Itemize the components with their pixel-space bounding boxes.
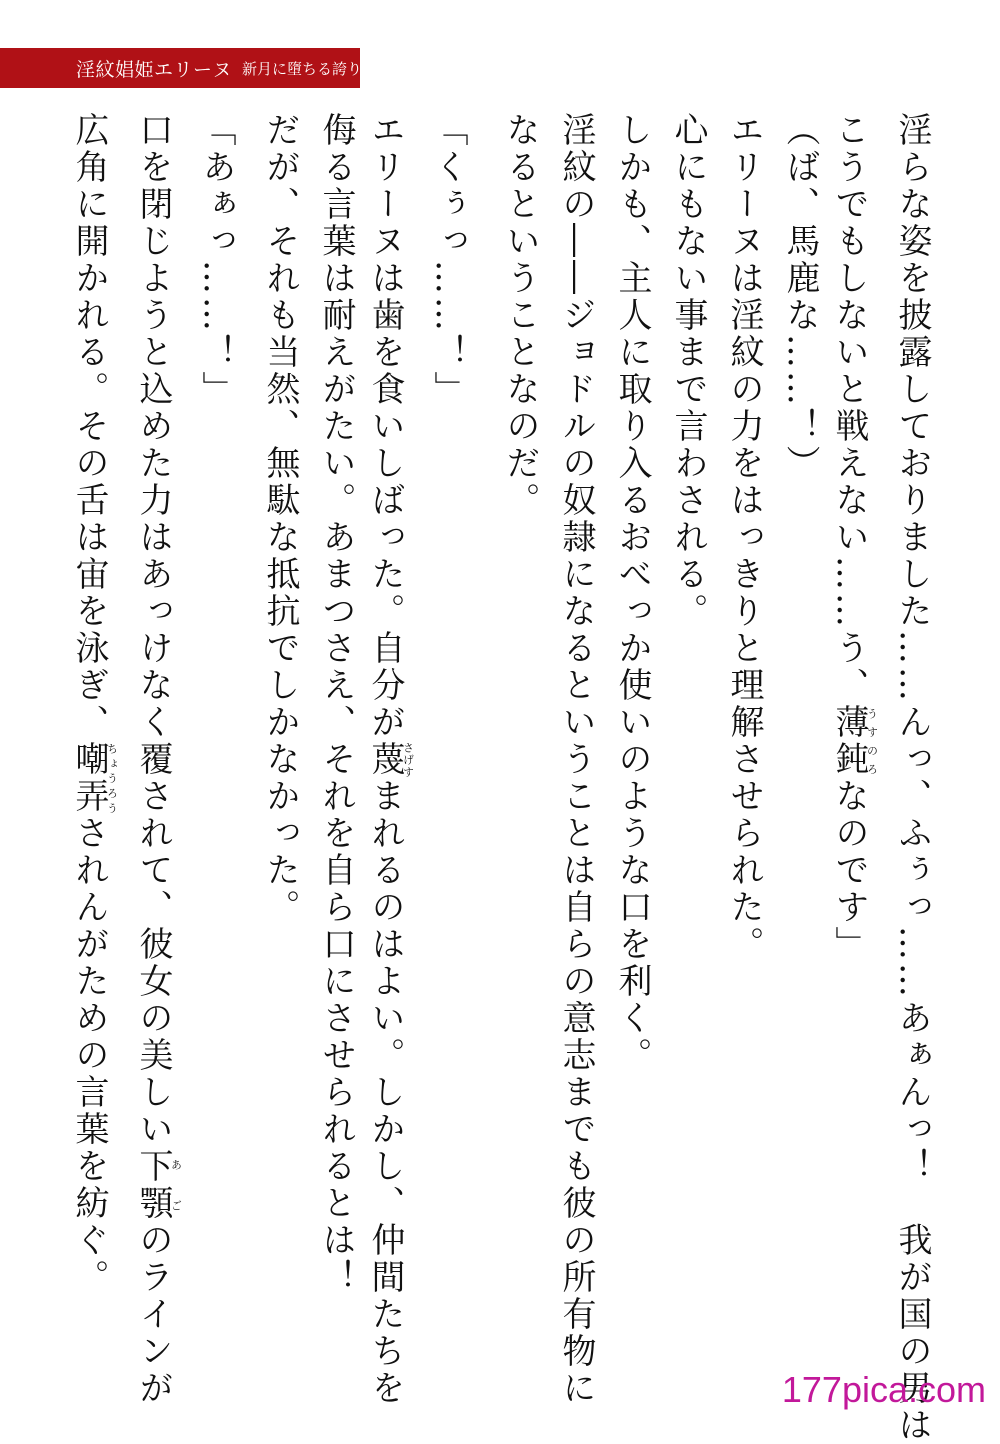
text-column-10: エリーヌは歯を食いしばった。自分が蔑さげすまれるのはよい。しかし、仲間たちを: [365, 112, 415, 1407]
text-column-12: だが、それも当然、無駄な抵抗でしかなかった。: [260, 112, 300, 926]
text-column-1: 淫らな姿を披露しておりました……んっ、ふぅっ……あぁんっ！ 我が国の男は: [892, 112, 932, 1444]
ruby-annotation: 蔑さげす: [365, 741, 415, 778]
text-column-3: （ば、馬鹿な……！）: [780, 112, 820, 482]
text-column-5: 心にもない事まで言わされる。: [668, 112, 708, 630]
text-column-2: こうでもしないと戦えない……う、薄鈍うすのろなのです」: [829, 112, 879, 963]
ruby-annotation: 薄鈍うすのろ: [829, 704, 879, 778]
text-column-9: 「くぅっ……！」: [428, 112, 468, 408]
text-column-13: 「あぁっ……！」: [196, 112, 236, 408]
book-title: 淫紋娼姫エリーヌ: [76, 58, 233, 81]
text-column-15: 広角に開かれる。その舌は宙を泳ぎ、嘲弄ちょうろうされんがための言葉を紡ぐ。: [69, 112, 119, 1296]
text-column-7: 淫紋の――ジョドルの奴隷になるということは自らの意志までも彼の所有物に: [556, 112, 596, 1407]
ruby-annotation: 嘲弄ちょうろう: [69, 741, 119, 815]
watermark: 177pica.com: [781, 1369, 986, 1410]
text-column-14: 口を閉じようと込めた力はあっけなく覆されて、彼女の美しい下顎あごのラインが: [133, 112, 183, 1407]
text-column-11: 侮る言葉は耐えがたい。あまつさえ、それを自ら口にさせられるとは！: [316, 112, 356, 1296]
book-subtitle: 新月に墮ちる誇り: [242, 59, 363, 78]
text-column-4: エリーヌは淫紋の力をはっきりと理解させられた。: [724, 112, 764, 963]
ruby-annotation: 下顎あご: [133, 1148, 183, 1222]
text-column-8: なるということなのだ。: [500, 112, 540, 519]
running-header: [0, 48, 363, 88]
text-column-6: しかも、主人に取り入るおべっか使いのような口を利く。: [612, 112, 652, 1074]
